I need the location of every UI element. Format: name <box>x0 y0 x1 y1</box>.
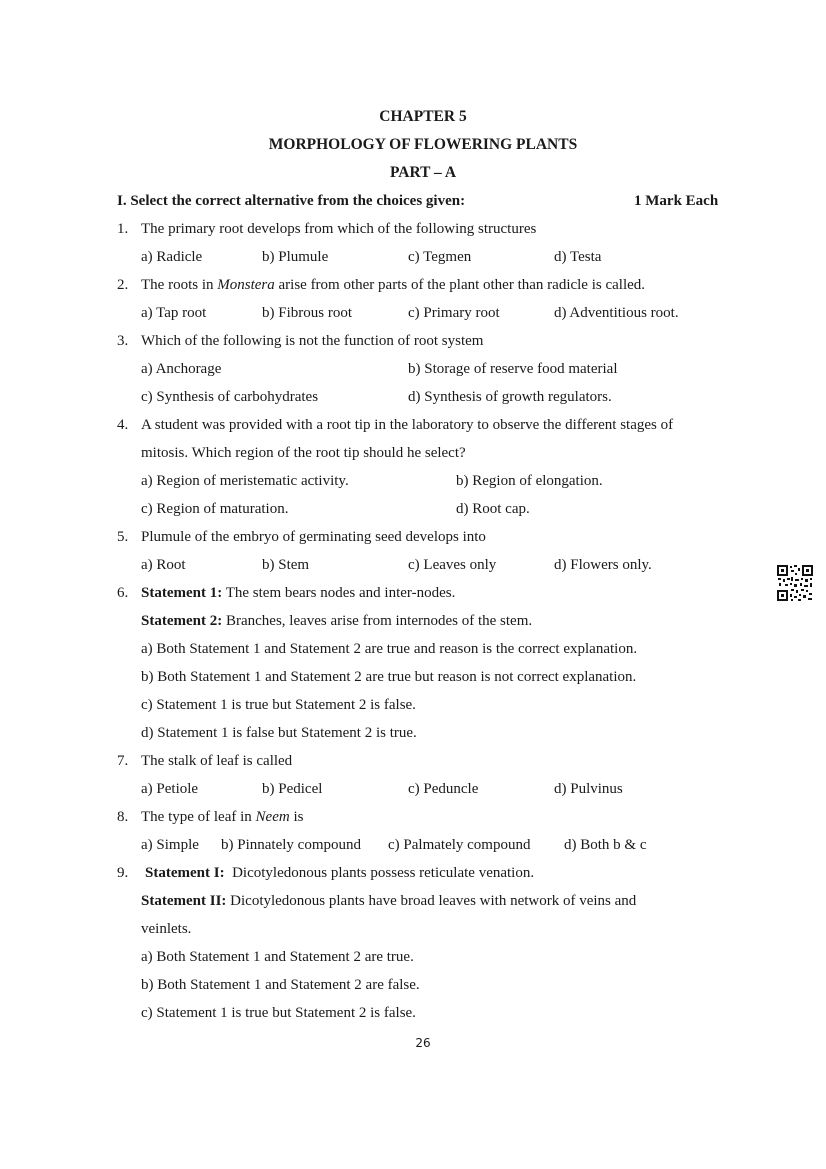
option-a: a) Both Statement 1 and Statement 2 are true and reason is the correct explanation. <box>141 641 638 657</box>
chapter-heading: CHAPTER 5 <box>379 108 467 125</box>
emphasis-term: Monstera <box>217 277 275 293</box>
option-a: a) Region of meristematic activity. <box>141 473 349 489</box>
question-text: Plumule of the embryo of germinating seed develops into <box>141 529 486 545</box>
option-a: a) Petiole <box>141 781 199 797</box>
question-number: 9. <box>117 865 129 881</box>
question-number: 4. <box>117 417 129 433</box>
marks-label: 1 Mark Each <box>634 193 719 209</box>
question-number: 6. <box>117 585 129 601</box>
question-text: The primary root develops from which of the following structures <box>141 221 537 237</box>
section-instruction: I. Select the correct alternative from the choices given: <box>117 193 466 209</box>
option-d: d) Synthesis of growth regulators. <box>408 389 612 405</box>
option-b: b) Storage of reserve food material <box>408 361 618 377</box>
option-d: d) Root cap. <box>456 501 530 517</box>
option-d: d) Both b & c <box>564 837 647 853</box>
option-a: a) Tap root <box>141 305 207 321</box>
question-text-continued: mitosis. Which region of the root tip should he select? <box>141 445 466 461</box>
question-number: 1. <box>117 221 129 237</box>
question-text: A student was provided with a root tip in the laboratory to observe the different stages of <box>141 417 674 433</box>
option-d: d) Flowers only. <box>554 557 652 573</box>
option-a: a) Radicle <box>141 249 203 265</box>
option-a: a) Both Statement 1 and Statement 2 are true. <box>141 949 414 965</box>
question-number: 5. <box>117 529 129 545</box>
option-c: c) Primary root <box>408 305 500 321</box>
question-text: The stalk of leaf is called <box>141 753 293 769</box>
option-b: b) Pinnately compound <box>221 837 361 853</box>
option-b: b) Fibrous root <box>262 305 352 321</box>
option-b: b) Stem <box>262 557 310 573</box>
statement-2: Statement 2: Branches, leaves arise from internodes of the stem. <box>141 613 533 629</box>
option-c: c) Tegmen <box>408 249 472 265</box>
question-text: The type of leaf in Neem is <box>141 809 304 825</box>
option-b: b) Both Statement 1 and Statement 2 are false. <box>141 977 420 993</box>
option-a: a) Anchorage <box>141 361 222 377</box>
option-a: a) Simple <box>141 837 199 853</box>
option-c: c) Leaves only <box>408 557 497 573</box>
option-c: c) Statement 1 is true but Statement 2 is false. <box>141 1005 416 1021</box>
option-b: b) Both Statement 1 and Statement 2 are true but reason is not correct explanation. <box>141 669 637 685</box>
statement-2-continued: veinlets. <box>141 921 192 937</box>
option-b: b) Plumule <box>262 249 329 265</box>
question-text: Which of the following is not the function of root system <box>141 333 484 349</box>
option-c: c) Synthesis of carbohydrates <box>141 389 319 405</box>
option-d: d) Adventitious root. <box>554 305 679 321</box>
question-number: 8. <box>117 809 129 825</box>
option-c: c) Region of maturation. <box>141 501 289 517</box>
option-c: c) Statement 1 is true but Statement 2 is false. <box>141 697 416 713</box>
page-number: 26 <box>415 1036 431 1050</box>
qr-code-icon[interactable] <box>776 564 814 602</box>
statement-1: Statement I: Dicotyledonous plants possess reticulate venation. <box>145 865 535 881</box>
question-number: 3. <box>117 333 129 349</box>
option-d: d) Testa <box>554 249 602 265</box>
option-b: b) Pedicel <box>262 781 323 797</box>
option-b: b) Region of elongation. <box>456 473 603 489</box>
part-heading: PART – A <box>389 164 457 181</box>
option-c: c) Palmately compound <box>388 837 531 853</box>
emphasis-term: Neem <box>255 809 290 825</box>
question-number: 7. <box>117 753 129 769</box>
statement-2: Statement II: Dicotyledonous plants have broad leaves with network of veins and <box>141 893 637 909</box>
option-a: a) Root <box>141 557 186 573</box>
statement-1: Statement 1: The stem bears nodes and inter-nodes. <box>141 585 456 601</box>
question-number: 2. <box>117 277 129 293</box>
option-d: d) Statement 1 is false but Statement 2 is true. <box>141 725 417 741</box>
question-text: The roots in Monstera arise from other parts of the plant other than radicle is called. <box>141 277 646 293</box>
option-d: d) Pulvinus <box>554 781 623 797</box>
option-c: c) Peduncle <box>408 781 479 797</box>
chapter-title: MORPHOLOGY OF FLOWERING PLANTS <box>268 136 578 153</box>
